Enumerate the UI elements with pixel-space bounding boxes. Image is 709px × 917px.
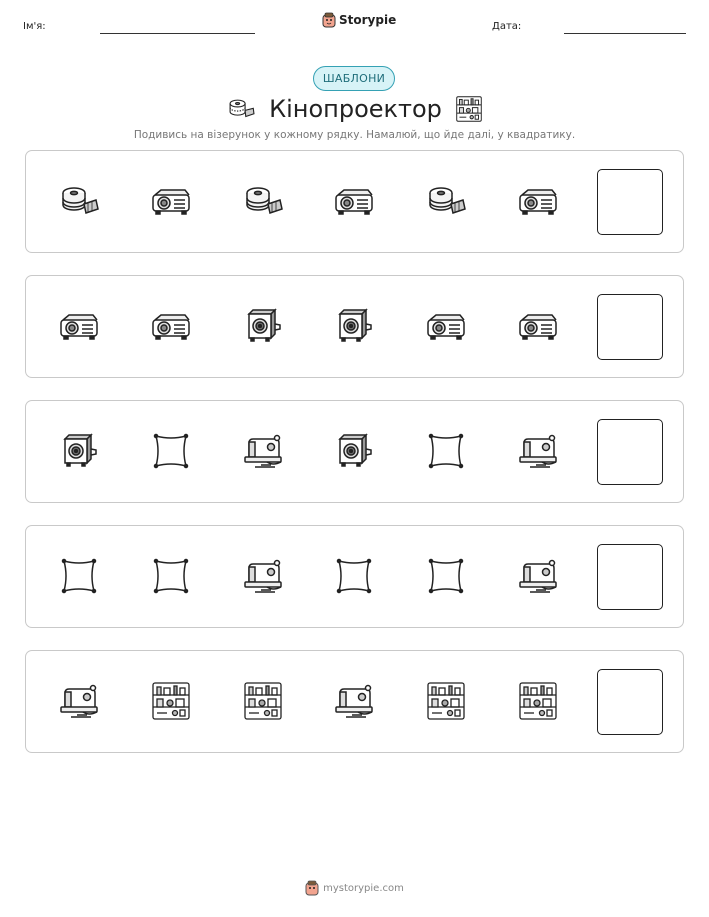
title-row (0, 92, 709, 126)
projector-icon (516, 179, 560, 223)
cube-projector-icon (332, 429, 376, 473)
category-badge: ШАБЛОНИ (313, 66, 395, 91)
brand-logo (322, 12, 396, 28)
film-reel-icon (424, 179, 468, 223)
sewing-machine-icon (241, 554, 285, 598)
pillow-icon (149, 429, 193, 473)
film-reel-icon (241, 179, 285, 223)
name-label: Ім'я: (23, 21, 46, 32)
brand-name: Storypie (339, 13, 397, 27)
pattern-row (25, 275, 684, 378)
projector-icon (149, 304, 193, 348)
sewing-machine-icon (57, 679, 101, 723)
shelf-tools-icon (454, 94, 484, 124)
pattern-row (25, 400, 684, 503)
date-line[interactable] (564, 33, 686, 34)
shelf-tools-icon (424, 679, 468, 723)
sewing-machine-icon (332, 679, 376, 723)
pillow-icon (149, 554, 193, 598)
cube-projector-icon (241, 304, 285, 348)
film-reel-icon (57, 179, 101, 223)
projector-icon (57, 304, 101, 348)
answer-box[interactable] (597, 544, 663, 610)
projector-icon (516, 304, 560, 348)
cube-projector-icon (57, 429, 101, 473)
name-line[interactable] (100, 33, 255, 34)
film-reel-icon (225, 94, 257, 124)
instructions: Подивись на візерунок у кожному рядку. Намалюй, що йде далі, у квадратику. (133, 129, 576, 141)
projector-icon (149, 179, 193, 223)
projector-icon (424, 304, 468, 348)
storypie-mascot-icon (305, 880, 319, 896)
projector-icon (332, 179, 376, 223)
pattern-row (25, 650, 684, 753)
pillow-icon (424, 429, 468, 473)
pillow-icon (57, 554, 101, 598)
sewing-machine-icon (516, 429, 560, 473)
answer-box[interactable] (597, 669, 663, 735)
shelf-tools-icon (149, 679, 193, 723)
answer-box[interactable] (597, 419, 663, 485)
shelf-tools-icon (241, 679, 285, 723)
page-title: Кінопроектор (269, 95, 442, 123)
pillow-icon (332, 554, 376, 598)
footer (0, 880, 709, 896)
pattern-row (25, 525, 684, 628)
shelf-tools-icon (516, 679, 560, 723)
answer-box[interactable] (597, 294, 663, 360)
pillow-icon (424, 554, 468, 598)
sewing-machine-icon (241, 429, 285, 473)
sewing-machine-icon (516, 554, 560, 598)
pattern-row (25, 150, 684, 253)
answer-box[interactable] (597, 169, 663, 235)
cube-projector-icon (332, 304, 376, 348)
footer-site[interactable]: mystorypie.com (323, 882, 404, 894)
storypie-mascot-icon (322, 12, 336, 28)
date-label: Дата: (492, 21, 522, 32)
